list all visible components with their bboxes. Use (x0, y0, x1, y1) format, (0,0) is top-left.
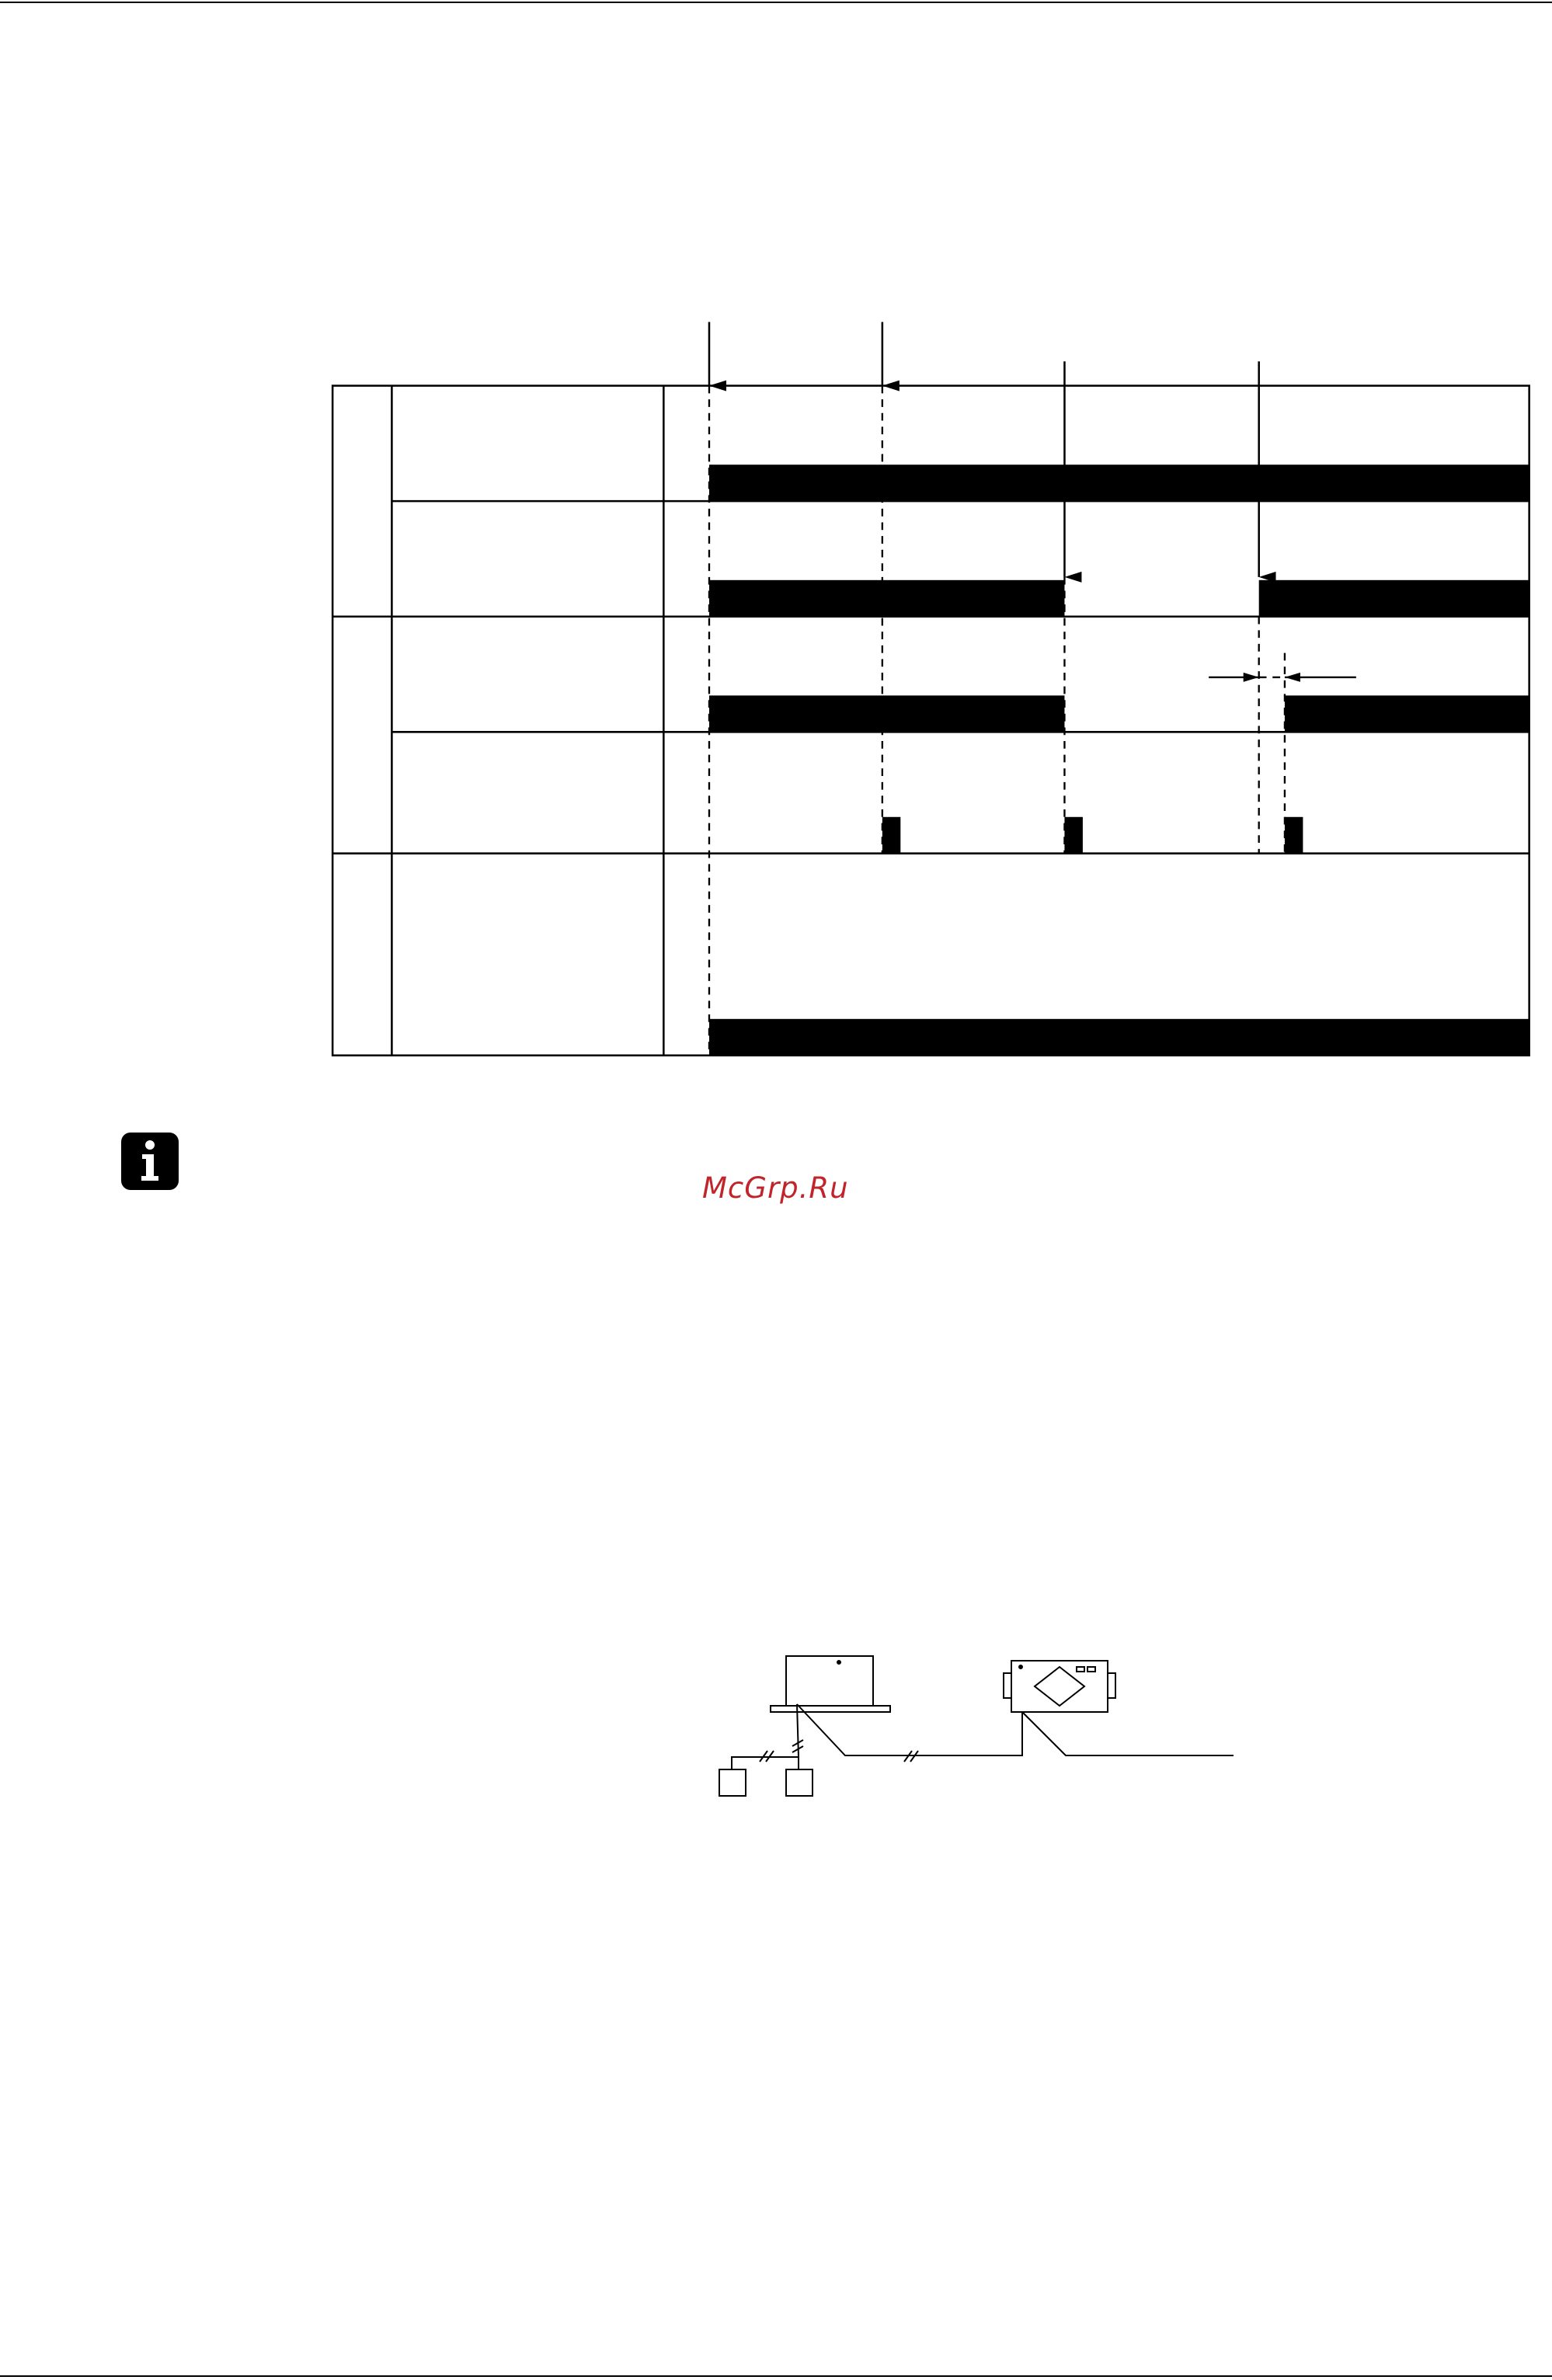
indoor-unit-icon (771, 1656, 890, 1712)
signal-bar (709, 695, 1064, 732)
remote-controller-icon (719, 1769, 746, 1796)
signal-bar (709, 465, 1529, 501)
signal-bar (1285, 695, 1529, 732)
timing-chart (0, 0, 1552, 1087)
signal-bar (1259, 580, 1529, 617)
info-icon (121, 1133, 179, 1190)
signal-bar (1064, 817, 1082, 854)
watermark-text: McGrp.Ru (702, 1171, 849, 1205)
remote-controller-icon (786, 1769, 813, 1796)
delay-arrowhead-left (1244, 673, 1259, 682)
wiring-diagram (699, 1639, 1258, 1818)
heat-recovery-ventilator-icon (1004, 1661, 1115, 1712)
delay-arrowhead-right (1285, 673, 1300, 682)
signal-bar (709, 580, 1064, 617)
signal-bar (709, 1019, 1529, 1056)
signal-bar (882, 817, 900, 854)
signal-bar (1285, 817, 1303, 854)
chart-bars (709, 465, 1529, 1055)
wiring-lines (732, 1704, 1234, 1769)
bottom-rule (0, 2375, 1552, 2377)
